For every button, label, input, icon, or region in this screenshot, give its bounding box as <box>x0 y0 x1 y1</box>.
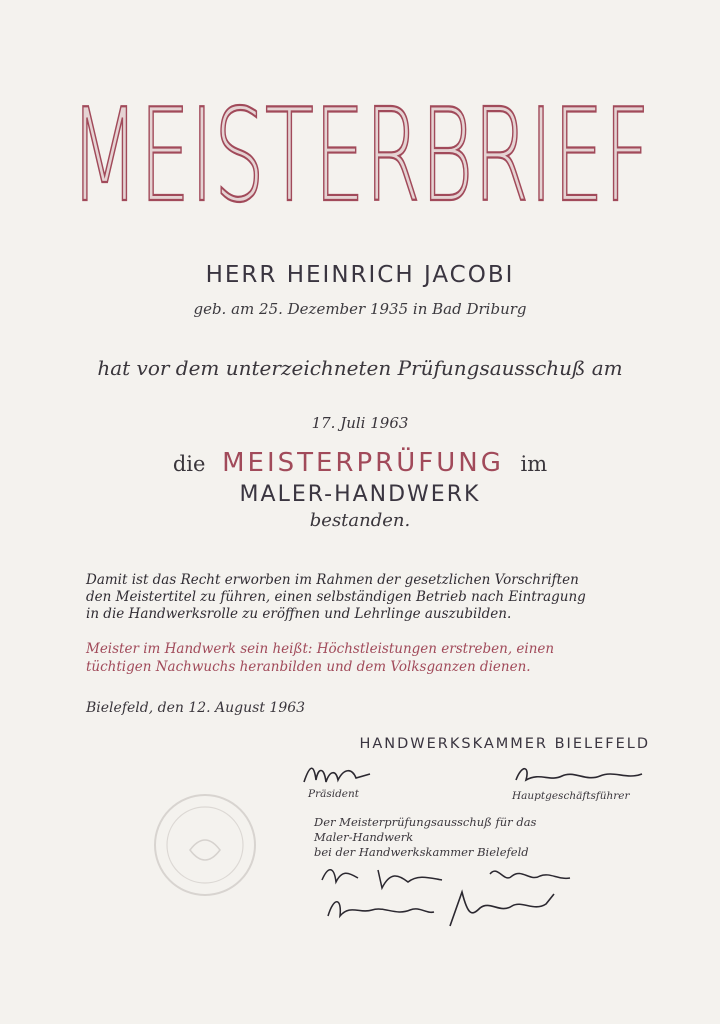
passed-line: bestanden. <box>309 510 411 531</box>
exam-prefix: die <box>172 452 206 476</box>
trade-name: MALER-HANDWERK <box>239 482 481 507</box>
exam-date: 17. Juli 1963 <box>311 414 409 432</box>
certificate-title <box>60 78 660 218</box>
committee-block <box>314 815 644 860</box>
birth-line: geb. am 25. Dezember 1935 in Bad Driburg <box>193 300 527 318</box>
manager-label: Hauptgeschäftsführer <box>512 790 630 802</box>
certificate-title-text: MEISTERBRIEF <box>70 82 650 218</box>
president-label: Präsident <box>308 788 360 800</box>
chamber-name: HANDWERKSKAMMER BIELEFELD <box>359 736 650 752</box>
manager-signature <box>510 762 650 790</box>
exam-title: MEISTERPRÜFUNG <box>222 448 504 478</box>
committee-signatures-row2 <box>322 886 562 934</box>
embossed-seal-icon <box>150 790 260 900</box>
committee-line: Maler-Handwerk <box>314 830 414 844</box>
committee-line: Der Meisterprüfungsausschuß für das <box>314 815 537 829</box>
rights-line: den Meistertitel zu führen, einen selbständigen Betrieb nach Eintragung <box>86 589 586 605</box>
place-date: Bielefeld, den 12. August 1963 <box>86 700 306 716</box>
motto-line: tüchtigen Nachwuchs heranbilden und dem Volksganzen dienen. <box>86 659 531 675</box>
motto-line: Meister im Handwerk sein heißt: Höchstleistungen erstreben, einen <box>86 641 555 657</box>
rights-line: in die Handwerksrolle zu eröffnen und Lehrlinge auszubilden. <box>86 606 512 622</box>
motto-paragraph <box>86 640 646 676</box>
exam-suffix: im <box>520 452 548 476</box>
exam-row <box>0 448 720 478</box>
committee-line: bei der Handwerkskammer Bielefeld <box>314 845 529 859</box>
rights-paragraph <box>86 572 646 623</box>
rights-line: Damit ist das Recht erworben im Rahmen der gesetzlichen Vorschriften <box>86 572 579 588</box>
recipient-name: HERR HEINRICH JACOBI <box>205 262 515 288</box>
statement-line: hat vor dem unterzeichneten Prüfungsausschuß am <box>97 356 623 380</box>
